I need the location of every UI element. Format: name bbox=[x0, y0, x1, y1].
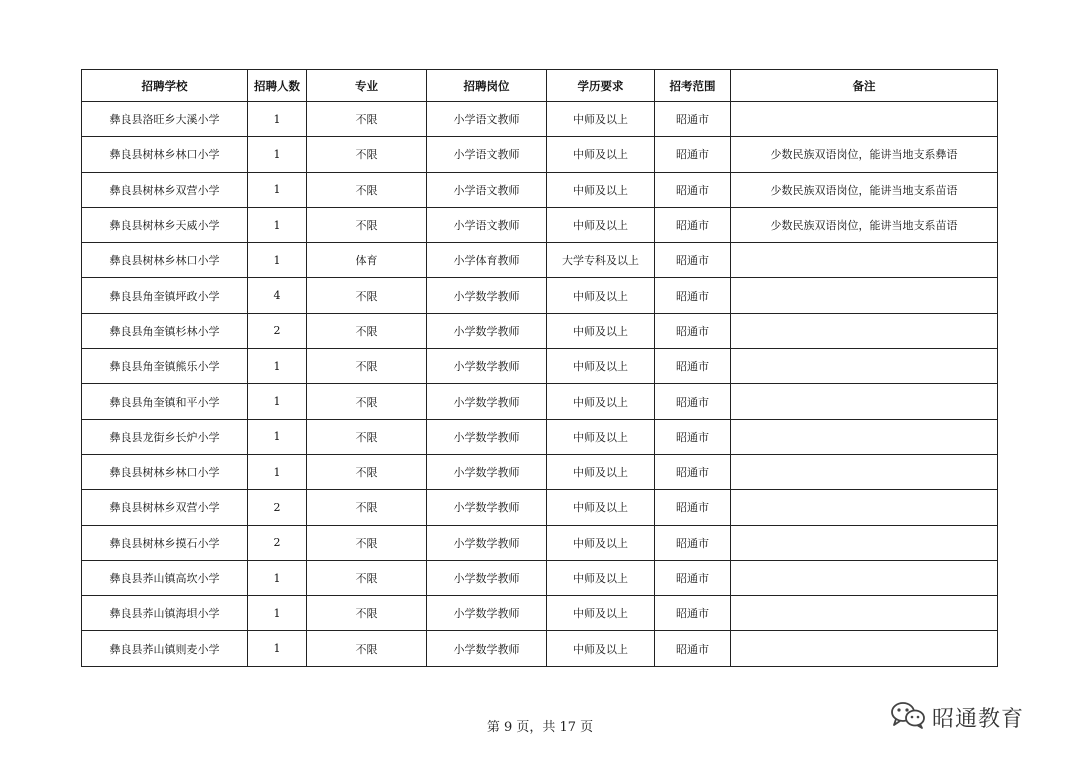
cell-position: 小学语文教师 bbox=[427, 207, 547, 242]
cell-count: 2 bbox=[248, 313, 307, 348]
cell-scope: 昭通市 bbox=[655, 525, 731, 560]
table-header-row bbox=[82, 70, 998, 102]
cell-remarks bbox=[731, 278, 998, 313]
cell-school: 彝良县角奎镇熊乐小学 bbox=[82, 349, 248, 384]
cell-education: 中师及以上 bbox=[547, 207, 655, 242]
cell-scope: 昭通市 bbox=[655, 172, 731, 207]
cell-major: 体育 bbox=[307, 243, 427, 278]
cell-count: 1 bbox=[248, 419, 307, 454]
cell-remarks bbox=[731, 596, 998, 631]
table-row bbox=[82, 596, 998, 631]
cell-count: 1 bbox=[248, 560, 307, 595]
table-row bbox=[82, 207, 998, 242]
cell-school: 彝良县角奎镇和平小学 bbox=[82, 384, 248, 419]
cell-count: 1 bbox=[248, 172, 307, 207]
cell-count: 4 bbox=[248, 278, 307, 313]
cell-position: 小学数学教师 bbox=[427, 384, 547, 419]
cell-scope: 昭通市 bbox=[655, 596, 731, 631]
table-row bbox=[82, 137, 998, 172]
cell-school: 彝良县树林乡天威小学 bbox=[82, 207, 248, 242]
cell-school: 彝良县荞山镇高坎小学 bbox=[82, 560, 248, 595]
cell-major: 不限 bbox=[307, 349, 427, 384]
cell-major: 不限 bbox=[307, 313, 427, 348]
cell-major: 不限 bbox=[307, 631, 427, 666]
cell-education: 中师及以上 bbox=[547, 490, 655, 525]
cell-remarks bbox=[731, 560, 998, 595]
cell-remarks bbox=[731, 525, 998, 560]
cell-school: 彝良县树林乡摸石小学 bbox=[82, 525, 248, 560]
cell-position: 小学数学教师 bbox=[427, 525, 547, 560]
cell-count: 1 bbox=[248, 454, 307, 489]
cell-remarks bbox=[731, 384, 998, 419]
cell-count: 1 bbox=[248, 384, 307, 419]
cell-scope: 昭通市 bbox=[655, 243, 731, 278]
cell-remarks bbox=[731, 102, 998, 137]
cell-position: 小学语文教师 bbox=[427, 137, 547, 172]
cell-education: 大学专科及以上 bbox=[547, 243, 655, 278]
cell-major: 不限 bbox=[307, 102, 427, 137]
cell-position: 小学数学教师 bbox=[427, 596, 547, 631]
cell-count: 2 bbox=[248, 525, 307, 560]
table-row bbox=[82, 454, 998, 489]
cell-count: 1 bbox=[248, 102, 307, 137]
header-school: 招聘学校 bbox=[82, 70, 248, 102]
cell-remarks bbox=[731, 454, 998, 489]
watermark-text: 昭通教育 bbox=[932, 706, 1025, 732]
cell-position: 小学数学教师 bbox=[427, 490, 547, 525]
cell-count: 1 bbox=[248, 631, 307, 666]
cell-education: 中师及以上 bbox=[547, 631, 655, 666]
table-row bbox=[82, 631, 998, 666]
cell-scope: 昭通市 bbox=[655, 102, 731, 137]
cell-position: 小学数学教师 bbox=[427, 278, 547, 313]
cell-school: 彝良县荞山镇海垻小学 bbox=[82, 596, 248, 631]
cell-scope: 昭通市 bbox=[655, 313, 731, 348]
cell-position: 小学数学教师 bbox=[427, 560, 547, 595]
cell-education: 中师及以上 bbox=[547, 454, 655, 489]
cell-position: 小学语文教师 bbox=[427, 172, 547, 207]
cell-education: 中师及以上 bbox=[547, 419, 655, 454]
header-scope: 招考范围 bbox=[655, 70, 731, 102]
cell-major: 不限 bbox=[307, 454, 427, 489]
table-row bbox=[82, 102, 998, 137]
cell-major: 不限 bbox=[307, 137, 427, 172]
cell-school: 彝良县洛旺乡大溪小学 bbox=[82, 102, 248, 137]
table-row bbox=[82, 384, 998, 419]
cell-remarks bbox=[731, 243, 998, 278]
table-row bbox=[82, 419, 998, 454]
cell-education: 中师及以上 bbox=[547, 278, 655, 313]
cell-school: 彝良县树林乡林口小学 bbox=[82, 454, 248, 489]
recruitment-table bbox=[81, 69, 998, 667]
cell-count: 2 bbox=[248, 490, 307, 525]
cell-scope: 昭通市 bbox=[655, 349, 731, 384]
cell-remarks bbox=[731, 349, 998, 384]
cell-education: 中师及以上 bbox=[547, 137, 655, 172]
header-position: 招聘岗位 bbox=[427, 70, 547, 102]
cell-remarks bbox=[731, 631, 998, 666]
cell-count: 1 bbox=[248, 137, 307, 172]
table-row bbox=[82, 525, 998, 560]
cell-scope: 昭通市 bbox=[655, 560, 731, 595]
cell-scope: 昭通市 bbox=[655, 631, 731, 666]
cell-major: 不限 bbox=[307, 560, 427, 595]
table-row bbox=[82, 243, 998, 278]
cell-education: 中师及以上 bbox=[547, 525, 655, 560]
cell-school: 彝良县角奎镇杉林小学 bbox=[82, 313, 248, 348]
cell-major: 不限 bbox=[307, 278, 427, 313]
cell-major: 不限 bbox=[307, 490, 427, 525]
cell-position: 小学数学教师 bbox=[427, 313, 547, 348]
cell-position: 小学数学教师 bbox=[427, 454, 547, 489]
cell-scope: 昭通市 bbox=[655, 490, 731, 525]
cell-scope: 昭通市 bbox=[655, 137, 731, 172]
cell-count: 1 bbox=[248, 349, 307, 384]
wechat-icon bbox=[890, 700, 926, 734]
cell-education: 中师及以上 bbox=[547, 596, 655, 631]
cell-major: 不限 bbox=[307, 525, 427, 560]
table-row bbox=[82, 172, 998, 207]
cell-position: 小学数学教师 bbox=[427, 631, 547, 666]
cell-school: 彝良县树林乡林口小学 bbox=[82, 243, 248, 278]
page-number: 第 9 页，共 17 页 bbox=[486, 720, 594, 735]
cell-count: 1 bbox=[248, 596, 307, 631]
cell-position: 小学体育教师 bbox=[427, 243, 547, 278]
cell-education: 中师及以上 bbox=[547, 313, 655, 348]
cell-scope: 昭通市 bbox=[655, 419, 731, 454]
cell-education: 中师及以上 bbox=[547, 172, 655, 207]
cell-major: 不限 bbox=[307, 384, 427, 419]
cell-school: 彝良县树林乡林口小学 bbox=[82, 137, 248, 172]
cell-major: 不限 bbox=[307, 172, 427, 207]
cell-school: 彝良县龙街乡长炉小学 bbox=[82, 419, 248, 454]
cell-remarks bbox=[731, 419, 998, 454]
cell-remarks: 少数民族双语岗位，能讲当地支系苗语 bbox=[731, 172, 998, 207]
table-row bbox=[82, 349, 998, 384]
cell-school: 彝良县角奎镇坪政小学 bbox=[82, 278, 248, 313]
table-row bbox=[82, 560, 998, 595]
cell-scope: 昭通市 bbox=[655, 454, 731, 489]
cell-scope: 昭通市 bbox=[655, 207, 731, 242]
cell-major: 不限 bbox=[307, 419, 427, 454]
cell-scope: 昭通市 bbox=[655, 278, 731, 313]
watermark bbox=[890, 700, 1024, 734]
header-count: 招聘人数 bbox=[248, 70, 307, 102]
header-major: 专业 bbox=[307, 70, 427, 102]
cell-remarks bbox=[731, 313, 998, 348]
cell-position: 小学语文教师 bbox=[427, 102, 547, 137]
cell-school: 彝良县荞山镇则麦小学 bbox=[82, 631, 248, 666]
cell-remarks bbox=[731, 490, 998, 525]
cell-school: 彝良县树林乡双营小学 bbox=[82, 490, 248, 525]
cell-remarks: 少数民族双语岗位，能讲当地支系彝语 bbox=[731, 137, 998, 172]
cell-major: 不限 bbox=[307, 207, 427, 242]
cell-position: 小学数学教师 bbox=[427, 419, 547, 454]
header-education: 学历要求 bbox=[547, 70, 655, 102]
header-remarks: 备注 bbox=[731, 70, 998, 102]
cell-education: 中师及以上 bbox=[547, 102, 655, 137]
cell-education: 中师及以上 bbox=[547, 349, 655, 384]
cell-scope: 昭通市 bbox=[655, 384, 731, 419]
cell-education: 中师及以上 bbox=[547, 560, 655, 595]
cell-count: 1 bbox=[248, 243, 307, 278]
table-row bbox=[82, 490, 998, 525]
cell-education: 中师及以上 bbox=[547, 384, 655, 419]
cell-school: 彝良县树林乡双营小学 bbox=[82, 172, 248, 207]
cell-remarks: 少数民族双语岗位，能讲当地支系苗语 bbox=[731, 207, 998, 242]
table-row bbox=[82, 278, 998, 313]
table-row bbox=[82, 313, 998, 348]
cell-major: 不限 bbox=[307, 596, 427, 631]
cell-position: 小学数学教师 bbox=[427, 349, 547, 384]
cell-count: 1 bbox=[248, 207, 307, 242]
